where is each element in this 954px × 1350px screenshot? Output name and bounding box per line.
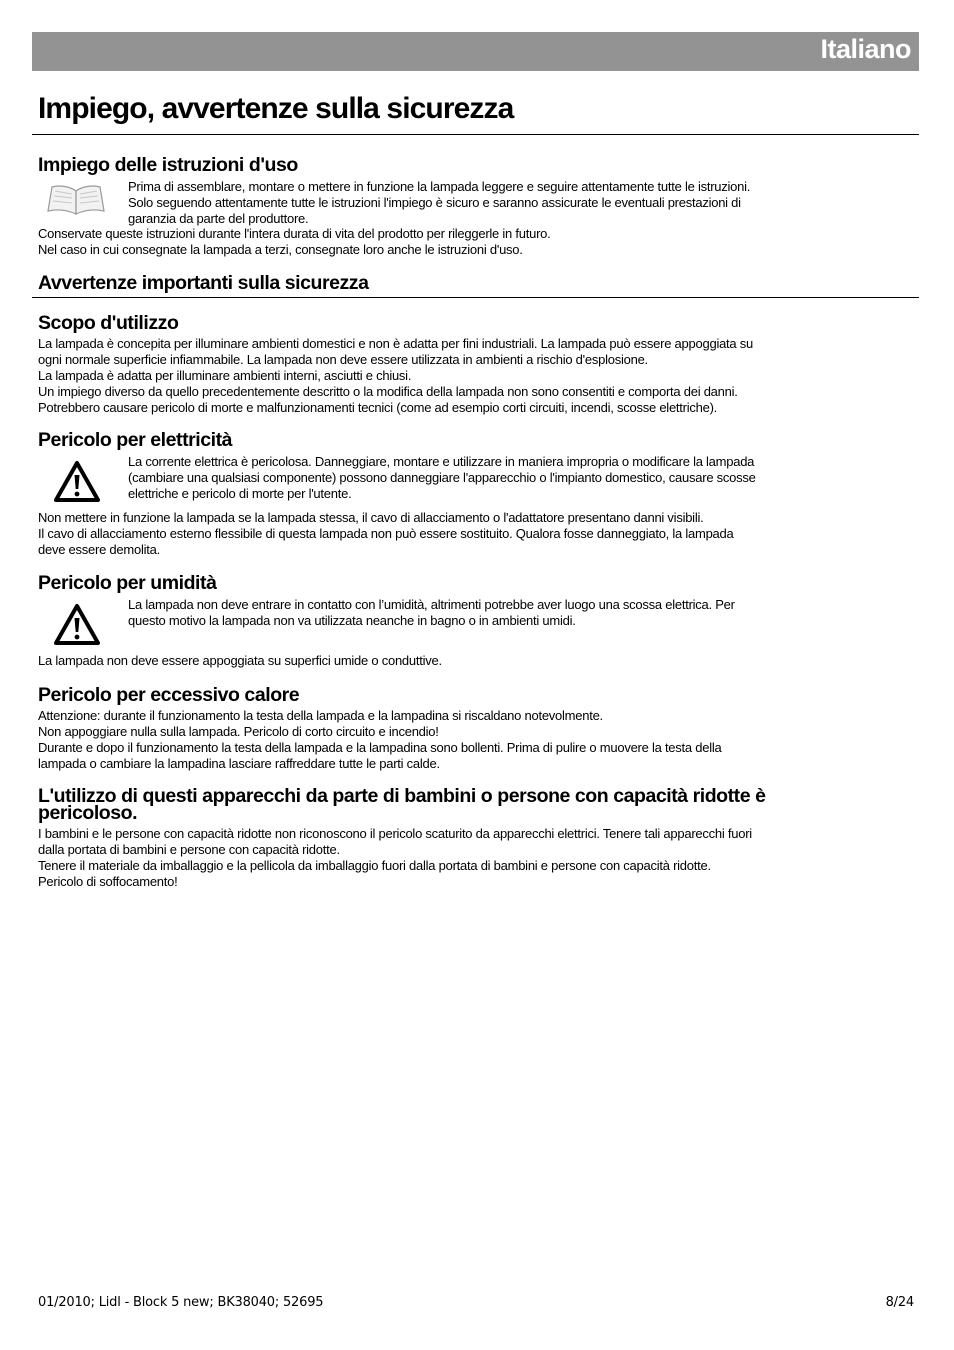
text-line: Il cavo di allacciamento esterno flessibile di questa lampada non può essere sostituito. Qualora fosse danneggiato, la lampada — [38, 525, 734, 541]
text-line: Un impiego diverso da quello precedentemente descritto o la modifica della lampada non sono consentiti e comporta dei danni. — [38, 383, 738, 399]
text-line: Pericolo di soffocamento! — [38, 873, 178, 889]
text-line: La lampada è concepita per illuminare ambienti domestici e non è adatta per fini industriali. La lampada può essere appoggiata su — [38, 336, 753, 351]
usage-indented-text — [128, 179, 750, 227]
text-line: La corrente elettrica è pericolosa. Danneggiare, montare e utilizzare in maniera impropria o modificare la lampada — [128, 454, 755, 469]
text-line: dalla portata di bambini e persone con capacità ridotte. — [38, 841, 340, 857]
electricity-indented-text — [128, 454, 756, 502]
heading-heat-danger: Pericolo per eccessivo calore — [38, 684, 300, 706]
book-icon — [47, 183, 105, 215]
text-line: questo motivo la lampada non va utilizzata neanche in bagno o in ambienti umidi. — [128, 612, 576, 628]
text-line: Conservate queste istruzioni durante l'intera durata di vita del prodotto per rileggerle in futuro. — [38, 226, 551, 241]
text-line: Durante e dopo il funzionamento la testa della lampada e la lampadina sono bollenti. Prima di pulire o muovere la testa della — [38, 739, 722, 755]
text-line: Solo seguendo attentamente tutte le istruzioni l'impiego è sicuro e saranno assicurate le eventuali prestazioni di — [128, 194, 741, 210]
text-line: Non mettere in funzione la lampada se la lampada stessa, il cavo di allacciamento o l'adattatore presentano danni visibili. — [38, 510, 704, 525]
text-line: deve essere demolita. — [38, 541, 160, 557]
text-line: ogni normale superficie infiammabile. La lampada non deve essere utilizzata in ambienti a rischio d'esplosione. — [38, 351, 648, 367]
warning-triangle-icon — [53, 460, 101, 503]
heading-scope: Scopo d'utilizzo — [38, 312, 179, 334]
text-line: Potrebbero causare pericolo di morte e malfunzionamenti tecnici (come ad esempio corti circuiti, incendi, scosse elettriche). — [38, 399, 718, 415]
title-divider — [32, 134, 919, 135]
heading-electricity-danger: Pericolo per elettricità — [38, 429, 233, 451]
heading-usage-instructions: Impiego delle istruzioni d'uso — [38, 154, 298, 176]
text-line: La lampada non deve entrare in contatto con l’umidità, altrimenti potrebbe aver luogo una scossa elettrica. Per — [128, 597, 735, 612]
language-header-bar — [32, 32, 919, 71]
text-line: I bambini e le persone con capacità ridotte non riconoscono il pericolo scaturito da apparecchi elettrici. Tenere tali apparecchi fuori — [38, 826, 752, 841]
footer-document-info: 01/2010; Lidl - Block 5 new; BK38040; 52695 — [38, 1295, 324, 1310]
usage-text — [38, 226, 550, 258]
page-title: Impiego, avvertenze sulla sicurezza — [38, 92, 514, 125]
text-line: (cambiare una qualsiasi componente) possono danneggiare l'apparecchio o l'impianto domestico, causare scosse — [128, 469, 756, 485]
electricity-text — [38, 510, 734, 558]
heading-children-danger: L'utilizzo di questi apparecchi da parte di bambini o persone con capacità ridotte è pericoloso. — [38, 785, 766, 824]
children-text — [38, 826, 752, 890]
humidity-text — [38, 653, 442, 669]
text-line: lampada o cambiare la lampadina lasciare raffreddare tutte le parti calde. — [38, 755, 440, 771]
text-line: Tenere il materiale da imballaggio e la pellicola da imballaggio fuori dalla portata di bambini e persone con capacità ridotte. — [38, 857, 711, 873]
text-line: elettriche e pericolo di morte per l'utente. — [128, 485, 352, 501]
heat-text — [38, 708, 721, 772]
humidity-indented-text — [128, 597, 735, 629]
warning-triangle-icon — [53, 603, 101, 646]
heading-humidity-danger: Pericolo per umidità — [38, 572, 217, 594]
text-line: La lampada è adatta per illuminare ambienti interni, asciutti e chiusi. — [38, 367, 412, 383]
text-line: La lampada non deve essere appoggiata su superfici umide o conduttive. — [38, 653, 442, 668]
text-line: Non appoggiare nulla sulla lampada. Pericolo di corto circuito e incendio! — [38, 723, 439, 739]
language-label: Italiano — [820, 34, 911, 64]
footer-page-number: 8/24 — [885, 1295, 914, 1310]
heading-safety-warnings: Avvertenze importanti sulla sicurezza — [38, 272, 369, 294]
text-line: Nel caso in cui consegnate la lampada a terzi, consegnate loro anche le istruzioni d'uso. — [38, 241, 523, 257]
safety-divider — [32, 297, 919, 298]
text-line: Prima di assemblare, montare o mettere in funzione la lampada leggere e seguire attentamente tutte le istruzioni. — [128, 179, 751, 194]
text-line: garanzia da parte del produttore. — [128, 210, 309, 226]
text-line: Attenzione: durante il funzionamento la testa della lampada e la lampadina si riscaldano notevolmente. — [38, 708, 603, 723]
scope-text — [38, 336, 753, 416]
